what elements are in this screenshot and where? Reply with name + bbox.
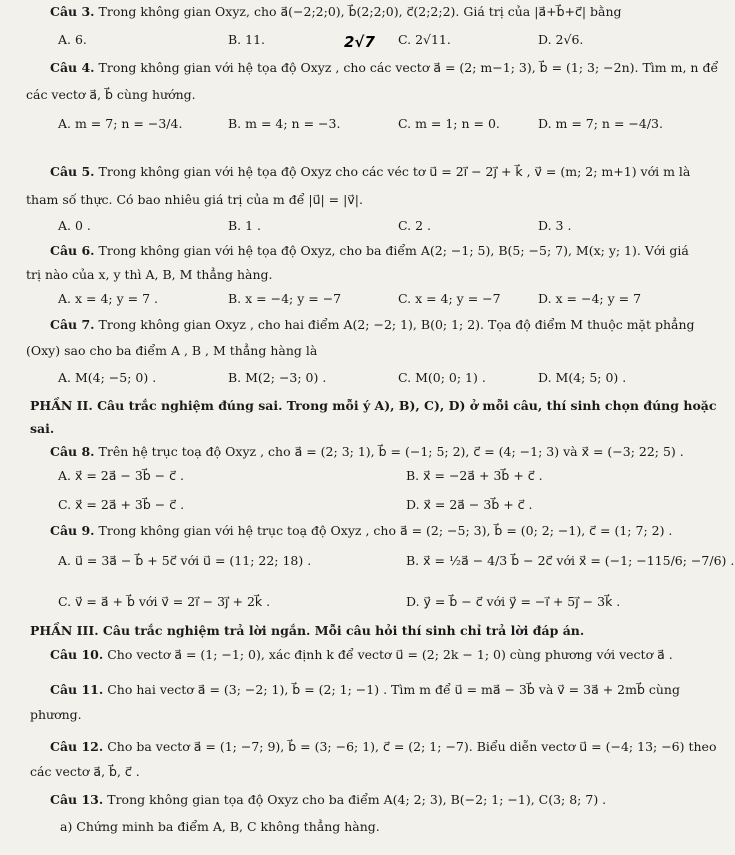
q5-options: [58, 216, 715, 236]
q9-stem: Câu 9. Trong không gian với hệ trục toạ độ Oxyz , cho a⃗ = (2; −5; 3), b⃗ = (0; 2; −1), c⃗ = (1; 7; 2) .: [50, 523, 673, 538]
q3-option-d: D. 2√6.: [538, 32, 584, 47]
q7-stem-cont: (Oxy) sao cho ba điểm A , B , M thẳng hàng là: [26, 343, 318, 358]
q5-stem-cont: tham số thực. Có bao nhiêu giá trị của m để |u⃗| = |v⃗|.: [26, 192, 363, 207]
q7-stem: Câu 7. Trong không gian Oxyz , cho hai điểm A(2; −2; 1), B(0; 1; 2). Tọa độ điểm M thuộc mặt phẳng: [50, 317, 695, 332]
q5-option-b: B. 1 .: [228, 218, 262, 233]
q4-stem: Câu 4. Trong không gian với hệ tọa độ Oxyz , cho các vectơ a⃗ = (2; m−1; 3), b⃗ = (1; 3; −2n). Tìm m, n để: [50, 60, 719, 75]
q6-option-a: A. x = 4; y = 7 .: [58, 291, 158, 306]
q6-options: [58, 289, 715, 309]
q6-option-c: C. x = 4; y = −7: [398, 291, 501, 306]
part2-heading: PHẦN II. Câu trắc nghiệm đúng sai. Trong mỗi ý A), B), C), D) ở mỗi câu, thí sinh chọn đúng hoặc: [30, 398, 717, 413]
q10-stem: Câu 10. Cho vectơ a⃗ = (1; −1; 0), xác định k để vectơ u⃗ = (2; 2k − 1; 0) cùng phương với vectơ a⃗ .: [50, 647, 673, 662]
q8-option-d: D. x⃗ = 2a⃗ − 3b⃗ + c⃗ .: [406, 497, 533, 512]
q5-stem: Câu 5. Trong không gian với hệ tọa độ Oxyz cho các véc tơ u⃗ = 2i⃗ − 2j⃗ + k⃗ , v⃗ = (m; 2; m+1) với m là: [50, 164, 691, 179]
q8-option-a: A. x⃗ = 2a⃗ − 3b⃗ − c⃗ .: [58, 468, 184, 483]
q9-options-row2: [58, 592, 715, 612]
q8-stem: Câu 8. Trên hệ trục toạ độ Oxyz , cho a⃗ = (2; 3; 1), b⃗ = (−1; 5; 2), c⃗ = (4; −1; 3) và x⃗ = (−3; 22; 5) .: [50, 444, 684, 459]
handwritten-note: 2√7: [344, 33, 375, 51]
q8-option-b: B. x⃗ = −2a⃗ + 3b⃗ + c⃗ .: [406, 468, 543, 483]
q11-stem: Câu 11. Cho hai vectơ a⃗ = (3; −2; 1), b⃗ = (2; 1; −1) . Tìm m để u⃗ = ma⃗ − 3b⃗ và v⃗ = 3a⃗ + 2mb⃗ cùng: [50, 682, 680, 697]
q9-option-c: C. v⃗ = a⃗ + b⃗ với v⃗ = 2i⃗ − 3j⃗ + 2k⃗ .: [58, 594, 271, 609]
q4-stem-cont: các vectơ a⃗, b⃗ cùng hướng.: [26, 87, 196, 102]
q3-option-a: A. 6.: [58, 32, 87, 47]
q7-option-d: D. M(4; 5; 0) .: [538, 370, 627, 385]
q9-option-d: D. y⃗ = b⃗ − c⃗ với y⃗ = −i⃗ + 5j⃗ − 3k⃗ .: [406, 594, 621, 609]
q9-option-a: A. u⃗ = 3a⃗ − b⃗ + 5c⃗ với u⃗ = (11; 22; 18) .: [58, 553, 312, 568]
q12-stem-cont: các vectơ a⃗, b⃗, c⃗ .: [30, 764, 140, 779]
q5-option-d: D. 3 .: [538, 218, 572, 233]
q7-option-c: C. M(0; 0; 1) .: [398, 370, 486, 385]
q7-option-a: A. M(4; −5; 0) .: [58, 370, 157, 385]
q6-stem-cont: trị nào của x, y thì A, B, M thẳng hàng.: [26, 267, 273, 282]
q13-part-a: a) Chứng minh ba điểm A, B, C không thẳng hàng.: [60, 819, 380, 834]
q3-option-b: B. 11.: [228, 32, 266, 47]
q5-option-c: C. 2 .: [398, 218, 431, 233]
q3-option-c: C. 2√11.: [398, 32, 451, 47]
q7-options: [58, 368, 715, 388]
q6-option-b: B. x = −4; y = −7: [228, 291, 342, 306]
q6-option-d: D. x = −4; y = 7: [538, 291, 642, 306]
q12-stem: Câu 12. Cho ba vectơ a⃗ = (1; −7; 9), b⃗ = (3; −6; 1), c⃗ = (2; 1; −7). Biểu diễn vectơ u⃗ = (−4; 13; −6) theo: [50, 739, 717, 754]
q8-options-row2: [58, 495, 715, 515]
q6-stem: Câu 6. Trong không gian với hệ tọa độ Oxyz, cho ba điểm A(2; −1; 5), B(5; −5; 7), M(x; y; 1). Với giá: [50, 243, 689, 258]
q4-option-d: D. m = 7; n = −4/3.: [538, 116, 663, 131]
part3-heading: PHẦN III. Câu trắc nghiệm trả lời ngắn. Mỗi câu hỏi thí sinh chỉ trả lời đáp án.: [30, 623, 585, 638]
q4-option-a: A. m = 7; n = −3/4.: [58, 116, 183, 131]
q3-options: [58, 30, 715, 50]
q5-option-a: A. 0 .: [58, 218, 91, 233]
q8-option-c: C. x⃗ = 2a⃗ + 3b⃗ − c⃗ .: [58, 497, 185, 512]
q3-stem: Câu 3. Trong không gian Oxyz, cho a⃗(−2;2;0), b⃗(2;2;0), c⃗(2;2;2). Giá trị của |a⃗+b⃗+c⃗| bằng: [50, 4, 622, 19]
q9-option-b: B. x⃗ = ½a⃗ − 4/3 b⃗ − 2c⃗ với x⃗ = (−1; −115/6; −7/6) .: [406, 553, 735, 568]
q11-stem-cont: phương.: [30, 707, 82, 722]
q8-options-row1: [58, 466, 715, 486]
q13-stem: Câu 13. Trong không gian tọa độ Oxyz cho ba điểm A(4; 2; 3), B(−2; 1; −1), C(3; 8; 7) .: [50, 792, 607, 807]
q9-options-row1: [58, 551, 735, 571]
q7-option-b: B. M(2; −3; 0) .: [228, 370, 327, 385]
q4-option-b: B. m = 4; n = −3.: [228, 116, 341, 131]
part2-heading-cont: sai.: [30, 421, 55, 436]
q4-option-c: C. m = 1; n = 0.: [398, 116, 500, 131]
q4-options: [58, 114, 715, 134]
